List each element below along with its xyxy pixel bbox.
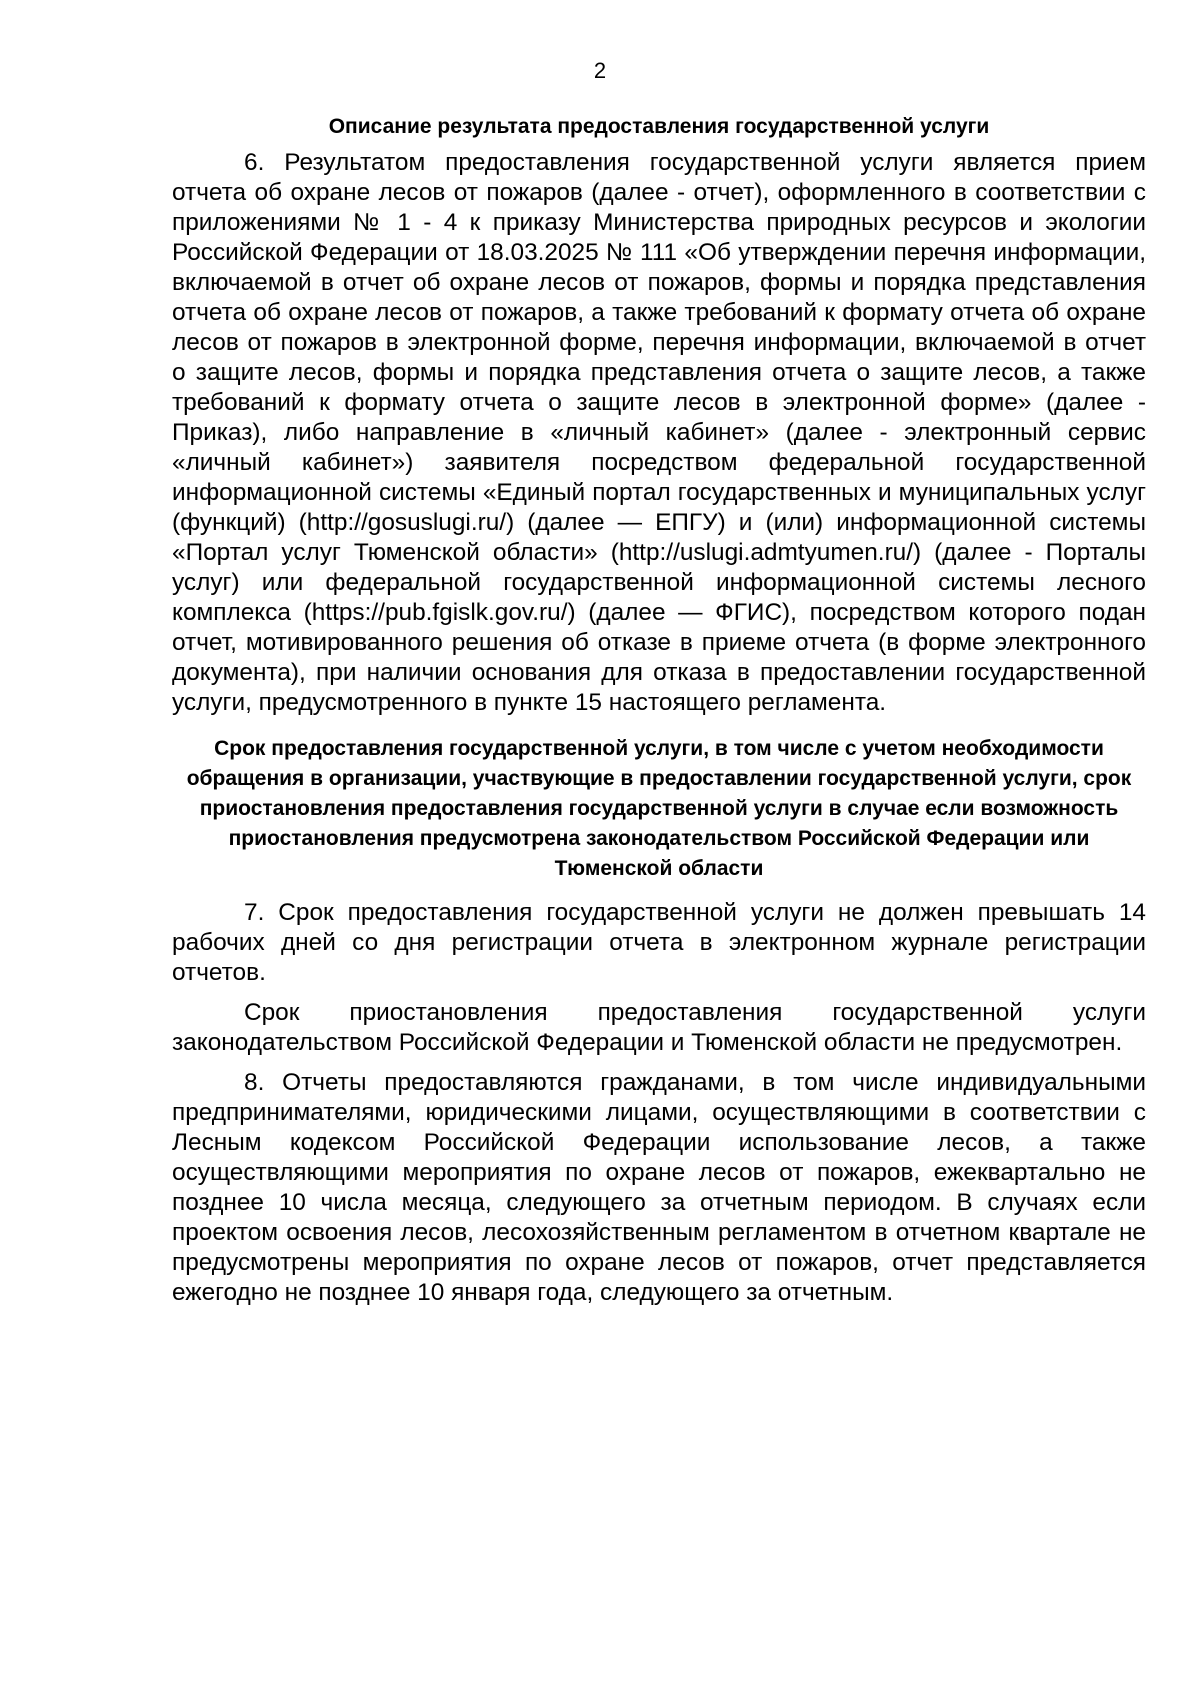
paragraph-8: 8. Отчеты предоставляются гражданами, в том числе индивидуальными предпринимателями, юридическими лицами, осуществляющими в соответствии с Лесным кодексом Российской Федерации использование лесов, а также осуществляющими мероприятия по охране лесов от пожаров, ежеквартально не позднее 10 числа месяца, следующего за отчетным периодом. В случаях если проектом освоения лесов, лесохозяйственным регламентом в отчетном квартале не предусмотрены мероприятия по охране лесов от пожаров, отчет представляется ежегодно не позднее 10 января года, следующего за отчетным.: [172, 1069, 1146, 1306]
section-heading-term: Срок предоставления государственной услуги, в том числе с учетом необходимости обращения в организации, участвующие в предоставлении государственной услуги, срок приостановления предоставления государственной услуги в случае если возможность приостановления предусмотрена законодательством Российской Федерации или Тюменской области: [186, 737, 1132, 880]
document-body: [172, 112, 1146, 1318]
page-number: 2: [593, 58, 607, 83]
paragraph-7-suspension: Срок приостановления предоставления государственной услуги законодательством Российской Федерации и Тюменской области не предусмотрен.: [172, 999, 1146, 1056]
paragraph-7: 7. Срок предоставления государственной услуги не должен превышать 14 рабочих дней со дня регистрации отчета в электронном журнале регистрации отчетов.: [172, 899, 1146, 986]
paragraph-6: 6. Результатом предоставления государственной услуги является прием отчета об охране лесов от пожаров (далее - отчет), оформленного в соответствии с приложениями № 1 - 4 к приказу Министерства природных ресурсов и экологии Российской Федерации от 18.03.2025 № 111 «Об утверждении перечня информации, включаемой в отчет об охране лесов от пожаров, формы и порядка представления отчета об охране лесов от пожаров, а также требований к формату отчета об охране лесов от пожаров в электронной форме, перечня информации, включаемой в отчет о защите лесов, формы и порядка представления отчета о защите лесов, а также требований к формату отчета о защите лесов в электронной форме» (далее - Приказ), либо направление в «личный кабинет» (далее - электронный сервис «личный кабинет») заявителя посредством федеральной государственной информационной системы «Единый портал государственных и муниципальных услуг (функций) (http://gosuslugi.ru/) (далее — ЕПГУ) и (или) информационной системы «Портал услуг Тюменской области» (http://uslugi.admtyumen.ru/) (далее - Порталы услуг) или федеральной государственной информационной системы лесного комплекса (https://pub.fgislk.gov.ru/) (далее — ФГИС), посредством которого подан отчет, мотивированного решения об отказе в приеме отчета (в форме электронного документа), при наличии основания для отказа в предоставлении государственной услуги, предусмотренного в пункте 15 настоящего регламента.: [172, 149, 1146, 716]
section-heading-result: Описание результата предоставления государственной услуги: [328, 115, 990, 138]
